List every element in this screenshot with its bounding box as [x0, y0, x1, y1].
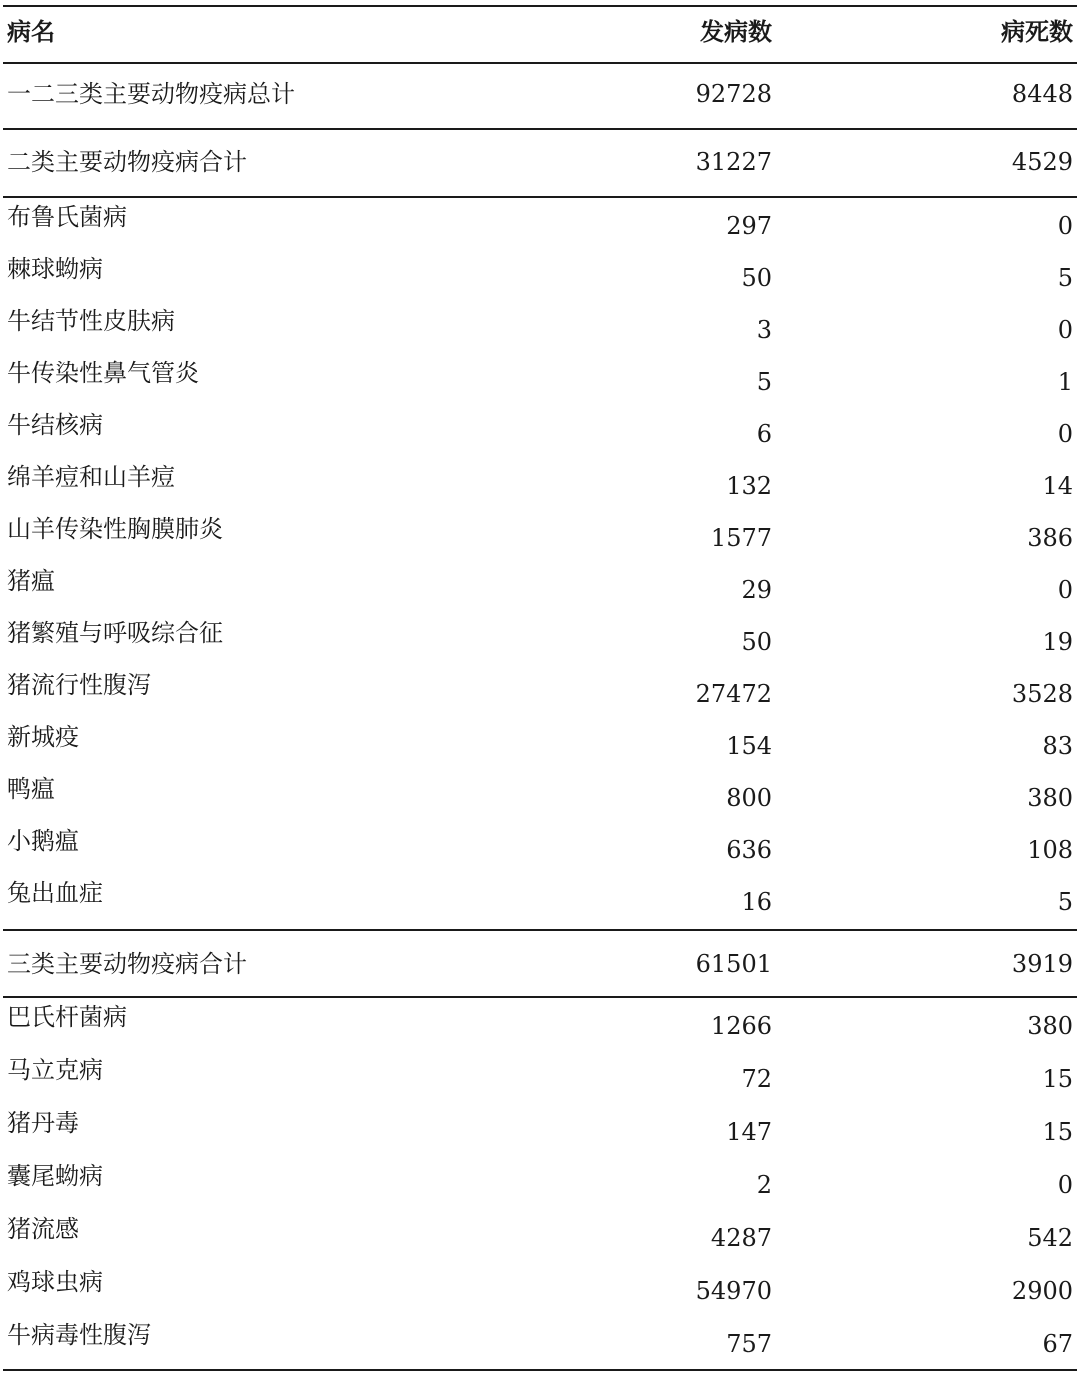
row-deaths: 386 — [1027, 524, 1073, 552]
total-name: 一二三类主要动物疫病总计 — [7, 80, 295, 108]
row-cases: 757 — [726, 1330, 772, 1358]
row-cases: 29 — [741, 576, 772, 604]
row-cases: 3 — [756, 316, 772, 344]
row-deaths: 2900 — [1011, 1277, 1073, 1305]
row-deaths: 5 — [1057, 888, 1073, 916]
class2-rule — [3, 196, 1077, 198]
class3-rule — [3, 996, 1077, 998]
row-deaths: 15 — [1042, 1118, 1073, 1146]
row-deaths: 542 — [1027, 1224, 1073, 1252]
row-cases: 50 — [741, 264, 772, 292]
row-cases: 297 — [726, 212, 772, 240]
row-name: 囊尾蚴病 — [7, 1162, 103, 1190]
row-cases: 6 — [756, 420, 772, 448]
total-rule — [3, 128, 1077, 130]
row-name: 鸭瘟 — [7, 775, 55, 803]
row-name: 绵羊痘和山羊痘 — [7, 463, 175, 491]
row-deaths: 380 — [1027, 1012, 1073, 1040]
row-name: 牛结节性皮肤病 — [7, 307, 175, 335]
row-name: 猪流行性腹泻 — [7, 671, 151, 699]
row-cases: 54970 — [695, 1277, 772, 1305]
row-deaths: 0 — [1057, 212, 1073, 240]
row-deaths: 0 — [1057, 316, 1073, 344]
row-deaths: 380 — [1027, 784, 1073, 812]
bottom-rule — [3, 1369, 1077, 1371]
class3-cases: 61501 — [695, 950, 772, 978]
header-cases: 发病数 — [700, 17, 772, 46]
row-deaths: 108 — [1027, 836, 1073, 864]
row-cases: 50 — [741, 628, 772, 656]
row-name: 猪繁殖与呼吸综合征 — [7, 619, 223, 647]
row-cases: 147 — [726, 1118, 772, 1146]
class2-deaths: 4529 — [1011, 148, 1073, 176]
row-deaths: 5 — [1057, 264, 1073, 292]
row-deaths: 19 — [1042, 628, 1073, 656]
row-cases: 132 — [726, 472, 772, 500]
row-cases: 2 — [756, 1171, 772, 1199]
total-cases: 92728 — [695, 80, 772, 108]
row-cases: 27472 — [695, 680, 772, 708]
row-name: 马立克病 — [7, 1056, 103, 1084]
row-name: 牛传染性鼻气管炎 — [7, 359, 199, 387]
row-deaths: 3528 — [1011, 680, 1073, 708]
row-cases: 154 — [726, 732, 772, 760]
row-name: 兔出血症 — [7, 879, 103, 907]
class2-name: 二类主要动物疫病合计 — [7, 148, 247, 176]
row-deaths: 83 — [1042, 732, 1073, 760]
row-name: 牛结核病 — [7, 411, 103, 439]
row-deaths: 67 — [1042, 1330, 1073, 1358]
header-rule — [3, 62, 1077, 64]
row-name: 猪瘟 — [7, 567, 55, 595]
row-cases: 1266 — [710, 1012, 772, 1040]
header-deaths: 病死数 — [1001, 17, 1073, 46]
row-name: 猪丹毒 — [7, 1109, 79, 1137]
row-name: 新城疫 — [7, 723, 79, 751]
row-cases: 1577 — [710, 524, 772, 552]
class2-cases: 31227 — [695, 148, 772, 176]
class3-name: 三类主要动物疫病合计 — [7, 950, 247, 978]
row-cases: 5 — [756, 368, 772, 396]
row-cases: 16 — [741, 888, 772, 916]
row-name: 牛病毒性腹泻 — [7, 1321, 151, 1349]
row-cases: 72 — [741, 1065, 772, 1093]
row-name: 棘球蚴病 — [7, 255, 103, 283]
row-deaths: 0 — [1057, 576, 1073, 604]
row-name: 巴氏杆菌病 — [7, 1003, 127, 1031]
class2-end-rule — [3, 929, 1077, 931]
row-name: 猪流感 — [7, 1215, 79, 1243]
top-rule — [3, 5, 1077, 7]
class3-deaths: 3919 — [1011, 950, 1073, 978]
row-deaths: 0 — [1057, 420, 1073, 448]
row-deaths: 1 — [1057, 368, 1073, 396]
row-cases: 800 — [726, 784, 772, 812]
header-name: 病名 — [7, 17, 55, 46]
row-name: 小鹅瘟 — [7, 827, 79, 855]
total-deaths: 8448 — [1011, 80, 1073, 108]
row-name: 布鲁氏菌病 — [7, 203, 127, 231]
row-deaths: 0 — [1057, 1171, 1073, 1199]
row-cases: 636 — [726, 836, 772, 864]
row-cases: 4287 — [710, 1224, 772, 1252]
row-deaths: 15 — [1042, 1065, 1073, 1093]
row-deaths: 14 — [1042, 472, 1073, 500]
row-name: 鸡球虫病 — [7, 1268, 103, 1296]
row-name: 山羊传染性胸膜肺炎 — [7, 515, 223, 543]
